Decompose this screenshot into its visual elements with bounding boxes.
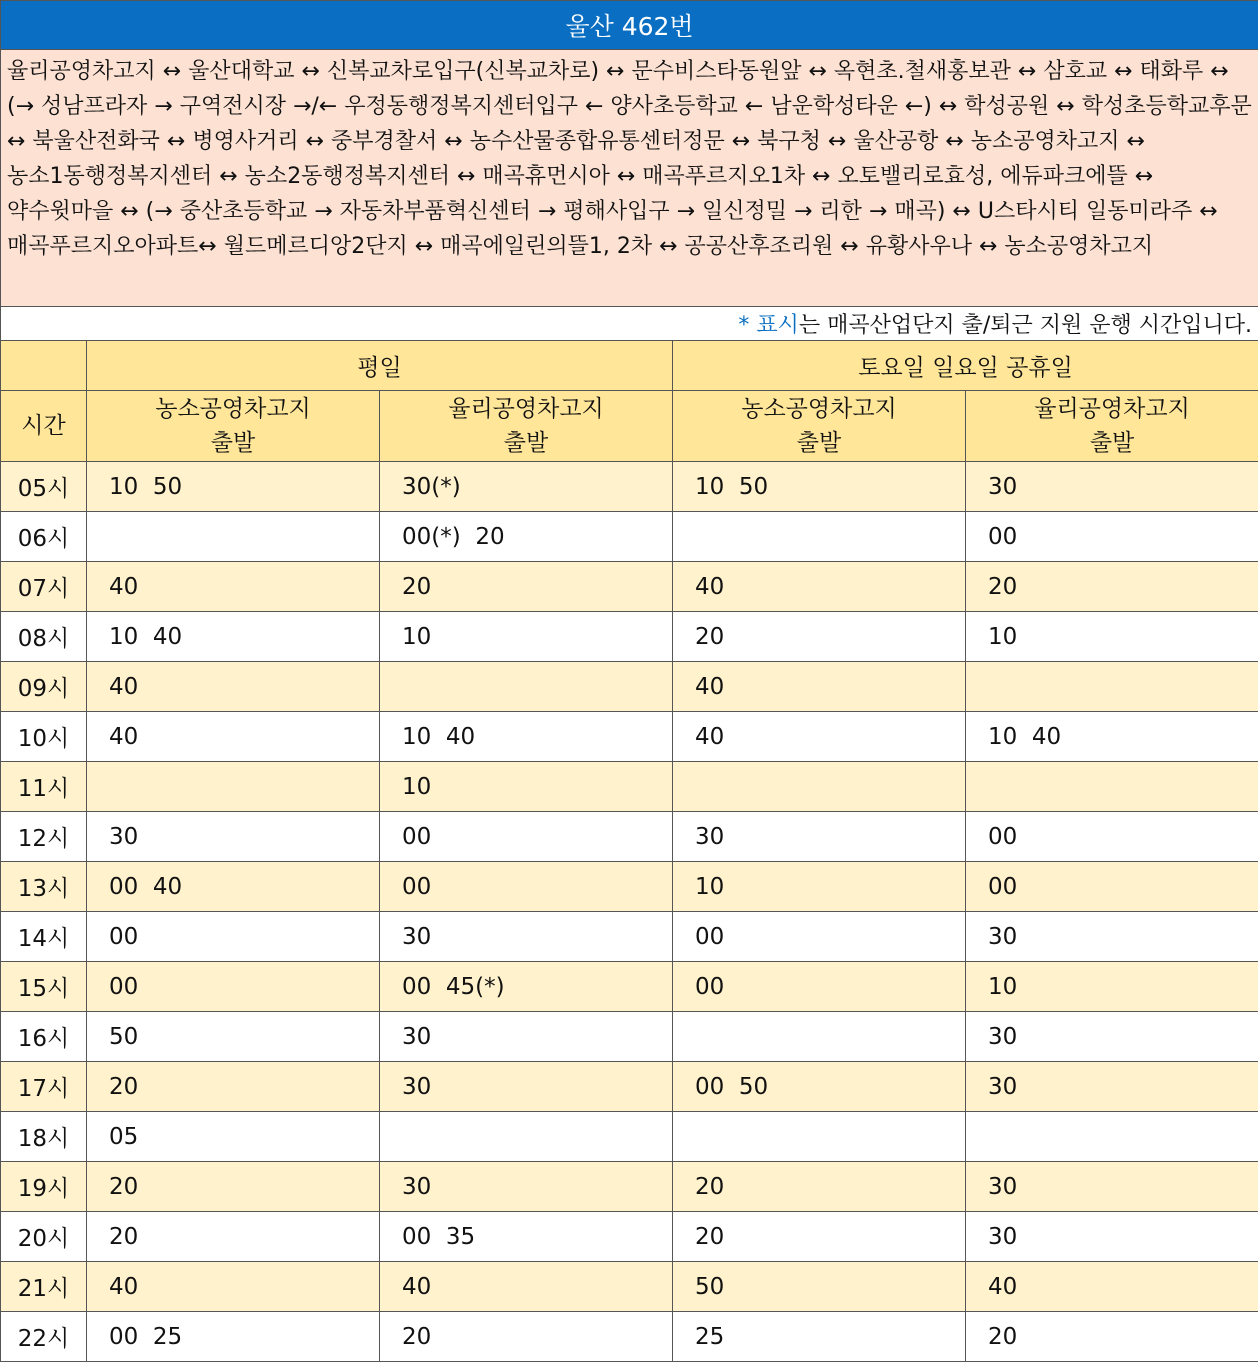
weekday-yulli-cell: 30(*)	[380, 462, 673, 512]
route-description: 율리공영차고지 ↔ 울산대학교 ↔ 신복교차로입구(신복교차로) ↔ 문수비스타동원앞 ↔ 옥현초.철새홍보관 ↔ 삼호교 ↔ 태화루 ↔ (→ 성남프라자 → 구역전시장 →/← 우정동행정복지센터입구 ← 양사초등학교 ← 남운학성타운 ←) ↔ 학성공원 ↔ 학성초등학교후문 ↔ 북울산전화국 ↔ 병영사거리 ↔ 중부경찰서 ↔ 농수산물종합유통센터정문 ↔ 북구청 ↔ 울산공항 ↔ 농소공영차고지 ↔ 농소1동행정복지센터 ↔ 농소2동행정복지센터 ↔ 매곡휴먼시아 ↔ 매곡푸르지오1차 ↔ 오토밸리로효성, 에듀파크에뜰 ↔ 약수윗마을 ↔ (→ 중산초등학교 → 자동차부품혁신센터 → 평해사입구 → 일신정밀 → 리한 → 매곡) ↔ U스타시티 일동미라주 ↔ 매곡푸르지오아파트↔ 월드메르디앙2단지 ↔ 매곡에일린의뜰1, 2차 ↔ 공공산후조리원 ↔ 유황사우나 ↔ 농소공영차고지	[1, 50, 1258, 307]
time-cell: 20시	[1, 1212, 87, 1262]
weekday-yulli-cell: 30	[380, 1012, 673, 1062]
time-cell: 08시	[1, 612, 87, 662]
table-row	[1, 1112, 1258, 1162]
weekend-nongso-cell: 40	[673, 562, 966, 612]
weekend-nongso-cell	[673, 512, 966, 562]
header-weekday-nongso-departure	[87, 391, 380, 462]
footnote-mark: * 표시	[738, 313, 799, 338]
weekday-yulli-cell: 10 40	[380, 712, 673, 762]
time-cell: 12시	[1, 812, 87, 862]
weekday-nongso-cell: 00	[87, 912, 380, 962]
weekend-nongso-cell	[673, 1012, 966, 1062]
header-departure-label: 출발	[504, 430, 548, 456]
table-row	[1, 1312, 1258, 1362]
weekend-yulli-cell: 40	[966, 1262, 1258, 1312]
weekday-yulli-cell: 20	[380, 1312, 673, 1362]
table-row	[1, 1262, 1258, 1312]
header-depot-label: 율리공영차고지	[1034, 396, 1190, 422]
table-row	[1, 662, 1258, 712]
table-row	[1, 612, 1258, 662]
header-blank	[1, 341, 87, 391]
header-weekend: 토요일 일요일 공휴일	[673, 341, 1258, 391]
weekend-nongso-cell: 00	[673, 962, 966, 1012]
weekend-nongso-cell: 50	[673, 1262, 966, 1312]
weekend-yulli-cell: 30	[966, 912, 1258, 962]
time-cell: 18시	[1, 1112, 87, 1162]
time-cell: 13시	[1, 862, 87, 912]
time-cell: 11시	[1, 762, 87, 812]
header-weekday-yulli-departure	[380, 391, 673, 462]
weekend-yulli-cell: 30	[966, 1012, 1258, 1062]
header-depot-label: 농소공영차고지	[741, 396, 897, 422]
weekend-yulli-cell	[966, 762, 1258, 812]
weekday-nongso-cell: 10 40	[87, 612, 380, 662]
table-row	[1, 1162, 1258, 1212]
weekend-yulli-cell: 20	[966, 562, 1258, 612]
table-row	[1, 1012, 1258, 1062]
weekday-yulli-cell: 30	[380, 1062, 673, 1112]
table-row	[1, 462, 1258, 512]
weekday-nongso-cell: 20	[87, 1162, 380, 1212]
weekend-nongso-cell: 20	[673, 1162, 966, 1212]
time-cell: 10시	[1, 712, 87, 762]
weekday-yulli-cell	[380, 1112, 673, 1162]
weekday-yulli-cell: 10	[380, 762, 673, 812]
weekday-nongso-cell: 50	[87, 1012, 380, 1062]
header-time: 시간	[1, 391, 87, 462]
time-cell: 21시	[1, 1262, 87, 1312]
weekend-yulli-cell: 00	[966, 512, 1258, 562]
weekend-yulli-cell: 10	[966, 962, 1258, 1012]
header-departure-label: 출발	[211, 430, 255, 456]
time-cell: 22시	[1, 1312, 87, 1362]
header-weekday: 평일	[87, 341, 673, 391]
weekday-nongso-cell: 40	[87, 712, 380, 762]
weekend-yulli-cell: 30	[966, 1212, 1258, 1262]
table-row	[1, 962, 1258, 1012]
page-title: 울산 462번	[1, 1, 1258, 50]
weekday-nongso-cell: 40	[87, 562, 380, 612]
weekend-nongso-cell	[673, 762, 966, 812]
footnote-text: 는 매곡산업단지 출/퇴근 지원 운행 시간입니다.	[799, 313, 1252, 338]
weekend-yulli-cell: 20	[966, 1312, 1258, 1362]
weekend-yulli-cell: 00	[966, 862, 1258, 912]
weekday-yulli-cell: 00 45(*)	[380, 962, 673, 1012]
weekend-yulli-cell: 10	[966, 612, 1258, 662]
weekday-nongso-cell: 20	[87, 1062, 380, 1112]
time-cell: 15시	[1, 962, 87, 1012]
weekend-yulli-cell: 30	[966, 462, 1258, 512]
header-departure-label: 출발	[1090, 430, 1134, 456]
weekday-nongso-cell: 30	[87, 812, 380, 862]
weekday-nongso-cell	[87, 762, 380, 812]
weekday-yulli-cell: 30	[380, 1162, 673, 1212]
weekend-nongso-cell: 20	[673, 1212, 966, 1262]
weekend-nongso-cell: 20	[673, 612, 966, 662]
header-weekend-nongso-departure	[673, 391, 966, 462]
weekday-yulli-cell: 00	[380, 812, 673, 862]
table-row	[1, 762, 1258, 812]
header-departure-label: 출발	[797, 430, 841, 456]
time-cell: 14시	[1, 912, 87, 962]
weekend-yulli-cell	[966, 1112, 1258, 1162]
time-cell: 07시	[1, 562, 87, 612]
weekday-yulli-cell: 00(*) 20	[380, 512, 673, 562]
table-row	[1, 712, 1258, 762]
weekend-nongso-cell: 40	[673, 712, 966, 762]
weekday-yulli-cell: 10	[380, 612, 673, 662]
weekend-nongso-cell: 00	[673, 912, 966, 962]
weekday-yulli-cell: 40	[380, 1262, 673, 1312]
weekday-nongso-cell: 20	[87, 1212, 380, 1262]
weekend-nongso-cell: 00 50	[673, 1062, 966, 1112]
time-cell: 05시	[1, 462, 87, 512]
table-row	[1, 862, 1258, 912]
weekday-nongso-cell: 40	[87, 1262, 380, 1312]
header-depot-label: 율리공영차고지	[448, 396, 604, 422]
time-cell: 09시	[1, 662, 87, 712]
weekend-nongso-cell: 30	[673, 812, 966, 862]
weekday-nongso-cell: 00 40	[87, 862, 380, 912]
time-cell: 17시	[1, 1062, 87, 1112]
header-depot-label: 농소공영차고지	[155, 396, 311, 422]
table-row	[1, 512, 1258, 562]
weekday-nongso-cell: 00	[87, 962, 380, 1012]
weekday-nongso-cell: 00 25	[87, 1312, 380, 1362]
weekend-yulli-cell: 30	[966, 1062, 1258, 1112]
weekday-nongso-cell: 05	[87, 1112, 380, 1162]
weekend-nongso-cell	[673, 1112, 966, 1162]
table-row	[1, 912, 1258, 962]
weekend-nongso-cell: 10 50	[673, 462, 966, 512]
weekday-yulli-cell: 00 35	[380, 1212, 673, 1262]
time-cell: 16시	[1, 1012, 87, 1062]
header-weekend-yulli-departure	[966, 391, 1258, 462]
time-cell: 06시	[1, 512, 87, 562]
weekday-yulli-cell: 00	[380, 862, 673, 912]
weekday-nongso-cell	[87, 512, 380, 562]
table-row	[1, 812, 1258, 862]
weekday-nongso-cell: 10 50	[87, 462, 380, 512]
weekend-nongso-cell: 40	[673, 662, 966, 712]
time-cell: 19시	[1, 1162, 87, 1212]
table-row	[1, 562, 1258, 612]
table-row	[1, 1212, 1258, 1262]
weekend-yulli-cell	[966, 662, 1258, 712]
table-row	[1, 1062, 1258, 1112]
weekday-yulli-cell	[380, 662, 673, 712]
weekend-yulli-cell: 10 40	[966, 712, 1258, 762]
weekend-yulli-cell: 30	[966, 1162, 1258, 1212]
weekday-nongso-cell: 40	[87, 662, 380, 712]
weekend-yulli-cell: 00	[966, 812, 1258, 862]
weekday-yulli-cell: 30	[380, 912, 673, 962]
weekend-nongso-cell: 10	[673, 862, 966, 912]
weekend-nongso-cell: 25	[673, 1312, 966, 1362]
weekday-yulli-cell: 20	[380, 562, 673, 612]
footnote	[1, 307, 1258, 341]
